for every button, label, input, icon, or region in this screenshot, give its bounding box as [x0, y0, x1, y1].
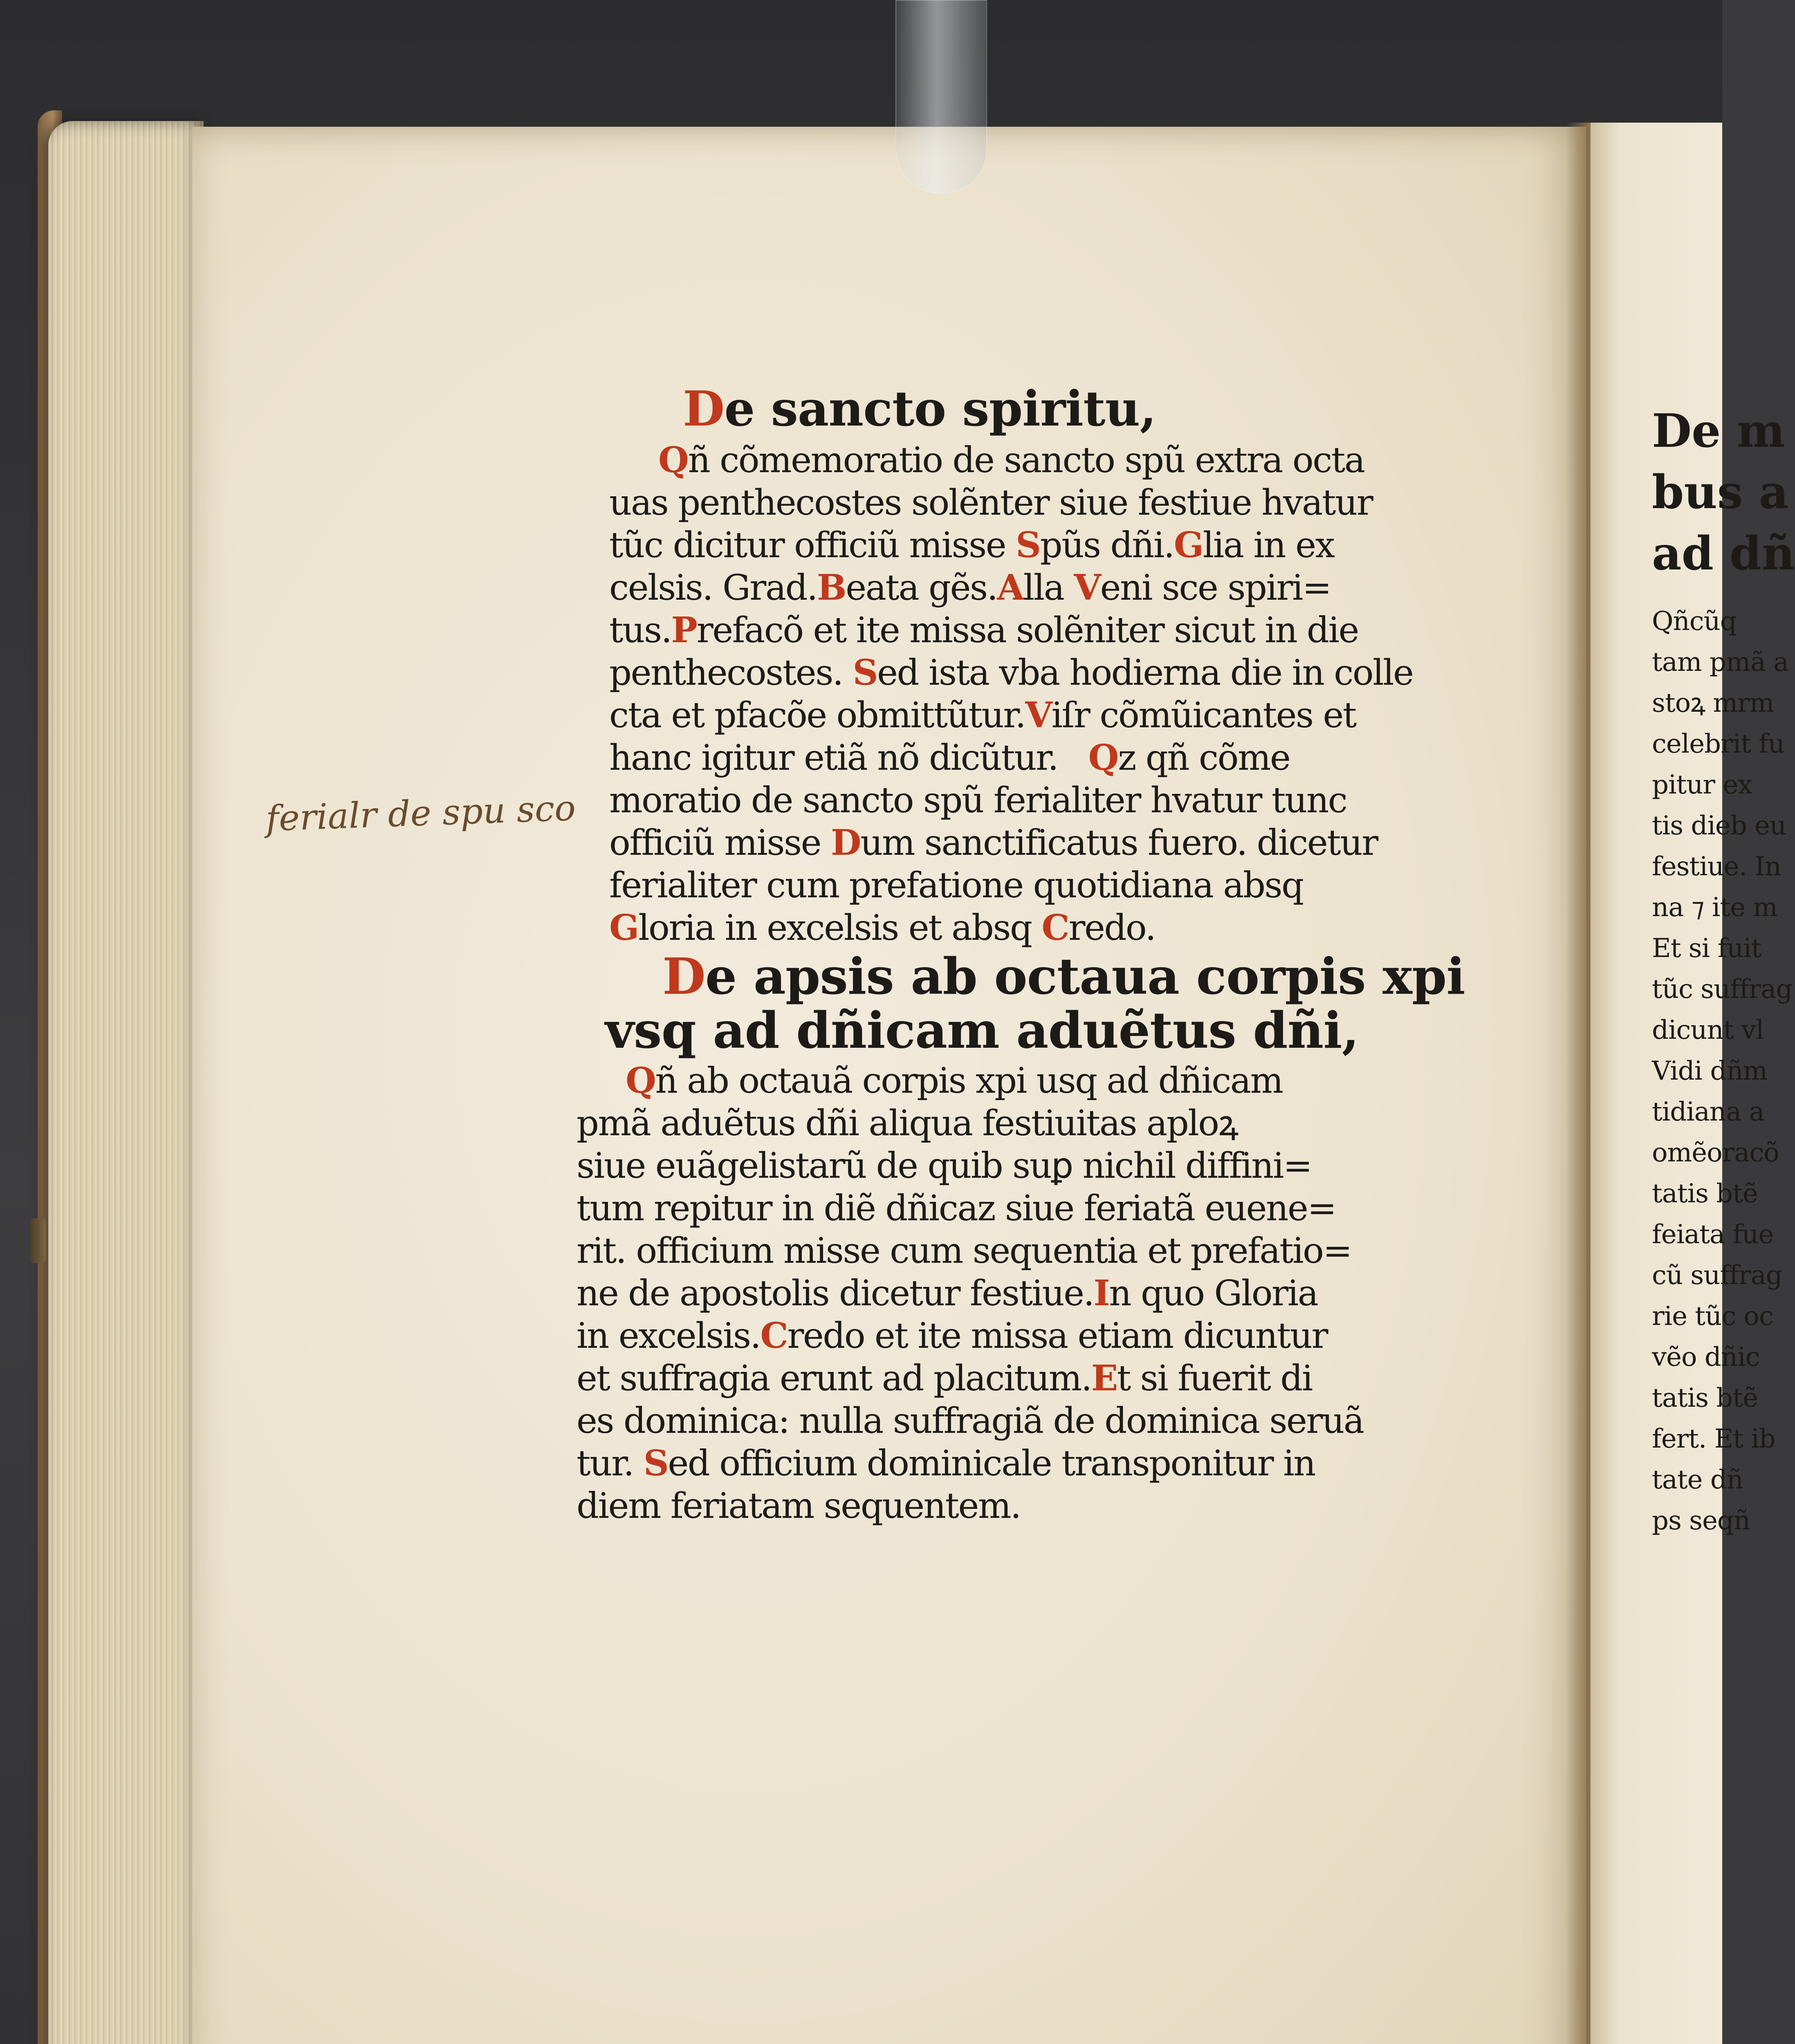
- text-line: [577, 1145, 1411, 1187]
- line-text: et suffragia erunt ad placitum.: [577, 1358, 1091, 1399]
- text-line: [609, 737, 1411, 779]
- line-text: lia in ex: [1203, 525, 1334, 566]
- recto-line: rie tũc oc: [1652, 1301, 1773, 1331]
- text-line: [577, 1230, 1411, 1272]
- paragraph-2: [577, 1060, 1411, 1527]
- line-text: redo et ite missa etiam dicuntur: [787, 1316, 1328, 1356]
- rubric-letter: S: [1015, 524, 1040, 566]
- line-text: es dominica: nulla suffragiã de dominica seruã: [577, 1401, 1364, 1441]
- line-text: ne de apostolis dicetur festiue.: [577, 1273, 1094, 1314]
- heading-text: e sancto spiritu,: [724, 380, 1156, 437]
- line-text: t si fuerit di: [1117, 1358, 1312, 1399]
- text-line: [577, 1315, 1411, 1357]
- recto-text: [1652, 401, 1795, 1541]
- rubric-initial: D: [683, 380, 725, 437]
- recto-heading-line: ad dñ: [1652, 527, 1795, 580]
- line-text: z qñ cõme: [1118, 737, 1290, 778]
- line-text: refacõ et ite missa solẽniter sicut in die: [696, 610, 1358, 651]
- line-text: penthecostes.: [609, 652, 843, 693]
- line-text: ed ista vba hodierna die in colle: [877, 652, 1413, 693]
- recto-line: tis dieb eu: [1652, 811, 1786, 841]
- line-text: pũs dñi.: [1040, 525, 1174, 566]
- rubric-letter: E: [1091, 1358, 1117, 1399]
- recto-heading-line: bus a: [1652, 466, 1789, 519]
- line-text: tus.: [609, 610, 671, 651]
- text-line: [577, 1400, 1411, 1442]
- line-text: lla: [1023, 567, 1064, 608]
- line-text: pmã aduẽtus dñi aliqua festiuitas aploꝝ: [577, 1103, 1238, 1144]
- recto-line: fert. Et ib: [1652, 1424, 1775, 1454]
- recto-line: tatis btẽ: [1652, 1383, 1758, 1413]
- section-heading-continuation: vsq ad dñicam aduẽtus dñi,: [605, 1001, 1359, 1060]
- rubric-letter: Q: [1088, 737, 1118, 778]
- line-text: eni sce spiri=: [1100, 567, 1331, 608]
- recto-line: tidiana a: [1652, 1097, 1764, 1127]
- text-line: [609, 864, 1411, 907]
- recto-line: festiue. In: [1652, 852, 1781, 882]
- rubric-letter: P: [671, 610, 697, 651]
- line-text: ferialiter cum prefatione quotidiana absq: [609, 865, 1303, 906]
- text-line: [609, 609, 1411, 652]
- line-text: celsis. Grad.: [609, 567, 817, 608]
- recto-line: tatis btẽ: [1652, 1179, 1758, 1209]
- line-text: in excelsis.: [577, 1316, 761, 1356]
- rubric-initial: Q: [626, 1060, 655, 1101]
- recto-line: dicunt vl: [1652, 1015, 1764, 1045]
- rubric-letter: C: [760, 1315, 788, 1356]
- recto-line: ps seqñ: [1652, 1506, 1750, 1536]
- recto-line: cũ suffrag: [1652, 1260, 1782, 1291]
- line-text: loria in excelsis et absq: [638, 908, 1032, 948]
- text-line: [577, 1272, 1411, 1315]
- line-text: tum repitur in diẽ dñicaz siue feriatã euene=: [577, 1188, 1336, 1229]
- text-line: [577, 1442, 1411, 1485]
- recto-line: tam pmã a: [1652, 647, 1789, 677]
- text-line: [609, 779, 1411, 822]
- text-line: [609, 694, 1411, 737]
- recto-page: [1591, 123, 1795, 2044]
- recto-line: Vidi dñm: [1652, 1056, 1768, 1086]
- text-block: [560, 380, 1465, 1527]
- line-text: siue euãgelistarũ de quib suꝑ nichil diffini=: [577, 1145, 1312, 1186]
- rubric-letter: G: [609, 907, 638, 948]
- line-text: rit. officium misse cum sequentia et prefatio=: [577, 1230, 1351, 1271]
- rubric-letter: V: [1074, 567, 1100, 608]
- line-text: hanc igitur etiã nõ dicũtur.: [609, 737, 1058, 778]
- rubric-letter: S: [853, 652, 877, 693]
- line-text: ñ cõmemoratio de sancto spũ extra octa: [688, 440, 1364, 481]
- text-line: [577, 1357, 1411, 1400]
- text-line: [577, 1102, 1411, 1145]
- text-line: [609, 524, 1411, 567]
- recto-line: vẽo dñic: [1652, 1342, 1760, 1372]
- recto-line: tate dñ: [1652, 1465, 1743, 1495]
- line-text: moratio de sancto spũ ferialiter hvatur tunc: [609, 780, 1347, 821]
- recto-line: pitur ex: [1652, 770, 1752, 800]
- text-line: [577, 1187, 1411, 1230]
- line-text: n quo Gloria: [1109, 1273, 1318, 1314]
- text-line: [609, 567, 1411, 609]
- line-text: iſr cõmũicantes et: [1051, 695, 1356, 736]
- line-text: ñ ab octauã corpis xpi usq ad dñicam: [655, 1060, 1283, 1101]
- line-text: cta et pfacõe obmittũtur.: [609, 695, 1025, 736]
- rubric-letter: I: [1093, 1273, 1109, 1314]
- recto-line: omẽoracõ: [1652, 1138, 1779, 1168]
- line-text: ed officium dominicale transponitur in: [668, 1443, 1315, 1484]
- line-text: diem feriatam sequentem.: [577, 1486, 1021, 1526]
- recto-line: Qñcũq: [1652, 606, 1737, 637]
- line-text: tur.: [577, 1443, 633, 1484]
- section-heading: [683, 380, 1411, 437]
- heading-text: e apsis ab octaua corpis xpi: [705, 947, 1465, 1006]
- marginal-annotation: ferialr de spu sco: [265, 787, 577, 840]
- recto-line: stoꝝ mrm: [1652, 688, 1774, 718]
- rubric-letter: G: [1173, 524, 1203, 566]
- rubric-letter: D: [830, 822, 860, 863]
- rubric-letter: B: [817, 567, 846, 608]
- text-line: [609, 907, 1411, 949]
- recto-line: celebrit fu: [1652, 729, 1785, 759]
- page-edges: [48, 121, 204, 2044]
- text-line: [609, 439, 1411, 482]
- rubric-letter: A: [997, 567, 1023, 608]
- text-line: [577, 1060, 1411, 1102]
- recto-line: na ⁊ ite m: [1652, 892, 1777, 923]
- section-heading: [662, 947, 1465, 1006]
- page-holder-top: [895, 0, 987, 194]
- line-text: redo.: [1068, 908, 1156, 948]
- recto-line: Et si fuit: [1652, 933, 1761, 964]
- rubric-letter: C: [1041, 907, 1069, 948]
- line-text: uas penthecostes solẽnter siue festiue hvatur: [609, 482, 1373, 523]
- rubric-initial: Q: [658, 439, 688, 481]
- line-text: um sanctificatus fuero. dicetur: [860, 823, 1378, 863]
- line-text: officiũ misse: [609, 823, 821, 863]
- rubric-letter: S: [643, 1443, 668, 1484]
- text-line: [577, 1485, 1411, 1527]
- recto-line: feiata fue: [1652, 1219, 1774, 1250]
- recto-heading-line: De m: [1652, 404, 1785, 458]
- recto-line: tũc suffrag: [1652, 974, 1793, 1004]
- line-text: tũc dicitur officiũ misse: [609, 525, 1006, 566]
- book-clasp: [29, 1218, 46, 1263]
- rubric-letter: V: [1025, 695, 1052, 736]
- text-line: [609, 652, 1411, 694]
- text-line: [609, 822, 1411, 864]
- text-line: [609, 482, 1411, 524]
- paragraph-1: [609, 439, 1411, 949]
- line-text: eata gẽs.: [846, 567, 997, 608]
- rubric-initial: D: [662, 947, 705, 1006]
